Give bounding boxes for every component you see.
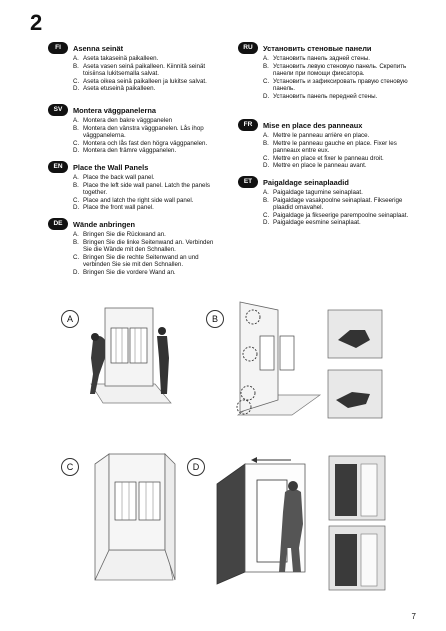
- figure-label-a: A: [61, 310, 79, 328]
- step-key: B.: [73, 181, 79, 189]
- step-text: Place and latch the right side wall panel.: [83, 196, 194, 204]
- figure-b-illustration: [200, 300, 390, 420]
- section-de: [48, 218, 218, 277]
- step-text: Place the front wall panel.: [83, 204, 154, 212]
- step-text: Montera och lås fast den högra väggpanelen.: [83, 139, 208, 147]
- step-key: D.: [263, 219, 270, 227]
- step-text: Aseta oikea seinä paikalleen ja lukitse salvat.: [83, 77, 207, 85]
- step-text: Paigaldage eesmine seinaplaat.: [273, 219, 361, 227]
- step-text: Montera den vänstra väggpanelen. Lås ihop väggpanelerna.: [83, 124, 204, 140]
- step-key: D.: [73, 204, 80, 212]
- language-badge: DE: [48, 218, 68, 230]
- step-key: A.: [263, 189, 269, 196]
- step-text: Bringen Sie die linke Seitenwand an. Verbinden Sie die Wände mit den Schnallen.: [83, 238, 214, 254]
- step-text: Paigaldage tagumine seinaplaat.: [273, 189, 363, 196]
- figure-a: [55, 300, 185, 410]
- section-en: [48, 161, 218, 212]
- step-text: Aseta etuseinä paikalleen.: [83, 85, 156, 93]
- step-key: D.: [73, 147, 80, 155]
- step-key: C.: [263, 211, 270, 219]
- section-et: [238, 176, 418, 227]
- section-title: Wände anbringen: [73, 219, 136, 229]
- step-key: A.: [73, 117, 79, 124]
- language-badge: EN: [48, 161, 68, 173]
- figure-b: [200, 300, 390, 420]
- step-text: Place the left side wall panel. Latch the panels together.: [83, 181, 210, 197]
- figure-label-c: C: [61, 458, 79, 476]
- section-fr: [238, 119, 418, 170]
- section-title: Asenna seinät: [73, 43, 124, 53]
- language-badge: RU: [238, 42, 258, 54]
- step-text: Mettre en place et fixer le panneau droit.: [273, 154, 384, 162]
- step-text: Place the back wall panel.: [83, 174, 155, 181]
- step-text: Bringen Sie die vordere Wand an.: [83, 268, 176, 276]
- step-text: Montera den bakre väggpanelen: [83, 117, 173, 124]
- figure-label-d: D: [187, 458, 205, 476]
- step-text: Mettre le panneau arrière en place.: [273, 132, 370, 139]
- step-key: C.: [73, 196, 80, 204]
- step-text: Paigaldage vasakpoolne seinaplaat. Fikseerige plaadid omavahel.: [273, 196, 403, 212]
- step-text: Установить и зафиксировать правую стеновую панель.: [273, 77, 408, 93]
- step-key: D.: [263, 92, 270, 100]
- section-title: Mise en place des panneaux: [263, 120, 363, 130]
- step-key: B.: [263, 139, 269, 147]
- figure-d: [185, 452, 390, 592]
- section-fi: [48, 42, 218, 93]
- step-key: B.: [73, 62, 79, 70]
- step-key: B.: [73, 124, 79, 132]
- figure-label-b: B: [206, 310, 224, 328]
- step-number: 2: [30, 10, 43, 35]
- step-text: Установить левую стеновую панель. Скрепить панели при помощи фиксатора.: [273, 62, 407, 78]
- step-key: A.: [73, 55, 79, 62]
- step-key: C.: [73, 77, 80, 85]
- step-key: D.: [73, 268, 80, 276]
- step-key: A.: [73, 231, 79, 238]
- step-text: Bringen Sie die rechte Seitenwand an und verbinden Sie sie mit den Schnallen.: [83, 253, 199, 269]
- step-key: C.: [263, 154, 270, 162]
- language-badge: FI: [48, 42, 68, 54]
- section-title: Установить стеновые панели: [263, 43, 372, 53]
- step-text: Aseta takaseinä paikalleen.: [83, 55, 159, 62]
- step-text: Установить панель передней стены.: [273, 92, 378, 100]
- step-key: D.: [73, 85, 80, 93]
- step-key: A.: [263, 55, 269, 62]
- language-badge: FR: [238, 119, 258, 131]
- page-number: 7: [411, 612, 416, 621]
- language-badge: ET: [238, 176, 258, 188]
- step-key: C.: [73, 253, 80, 261]
- step-text: Bringen Sie die Rückwand an.: [83, 231, 166, 238]
- language-badge: SV: [48, 104, 68, 116]
- step-key: A.: [73, 174, 79, 181]
- section-title: Paigaldage seinaplaadid: [263, 177, 349, 187]
- step-text: Установить панель задней стены.: [273, 55, 370, 62]
- step-key: D.: [263, 162, 270, 170]
- section-title: Montera väggpanelerna: [73, 105, 156, 115]
- step-key: B.: [263, 196, 269, 204]
- step-key: C.: [73, 139, 80, 147]
- step-key: C.: [263, 77, 270, 85]
- step-text: Aseta vasen seinä paikalleen. Kiinnitä seinät toisiinsa lukitsemalla salvat.: [83, 62, 206, 78]
- figure-c: [55, 452, 185, 582]
- step-key: B.: [263, 62, 269, 70]
- step-text: Mettre le panneau gauche en place. Fixer les panneaux entre eux.: [273, 139, 397, 155]
- section-ru: [238, 42, 418, 101]
- step-text: Mettre en place le panneau avant.: [273, 162, 367, 170]
- step-text: Montera den främre väggpanelen.: [83, 147, 177, 155]
- step-key: A.: [263, 132, 269, 139]
- figure-d-illustration: [185, 452, 390, 592]
- section-sv: [48, 104, 218, 155]
- step-text: Paigaldage ja fikseerige parempoolne seinaplaat.: [273, 211, 409, 219]
- step-key: B.: [73, 238, 79, 246]
- section-title: Place the Wall Panels: [73, 162, 149, 172]
